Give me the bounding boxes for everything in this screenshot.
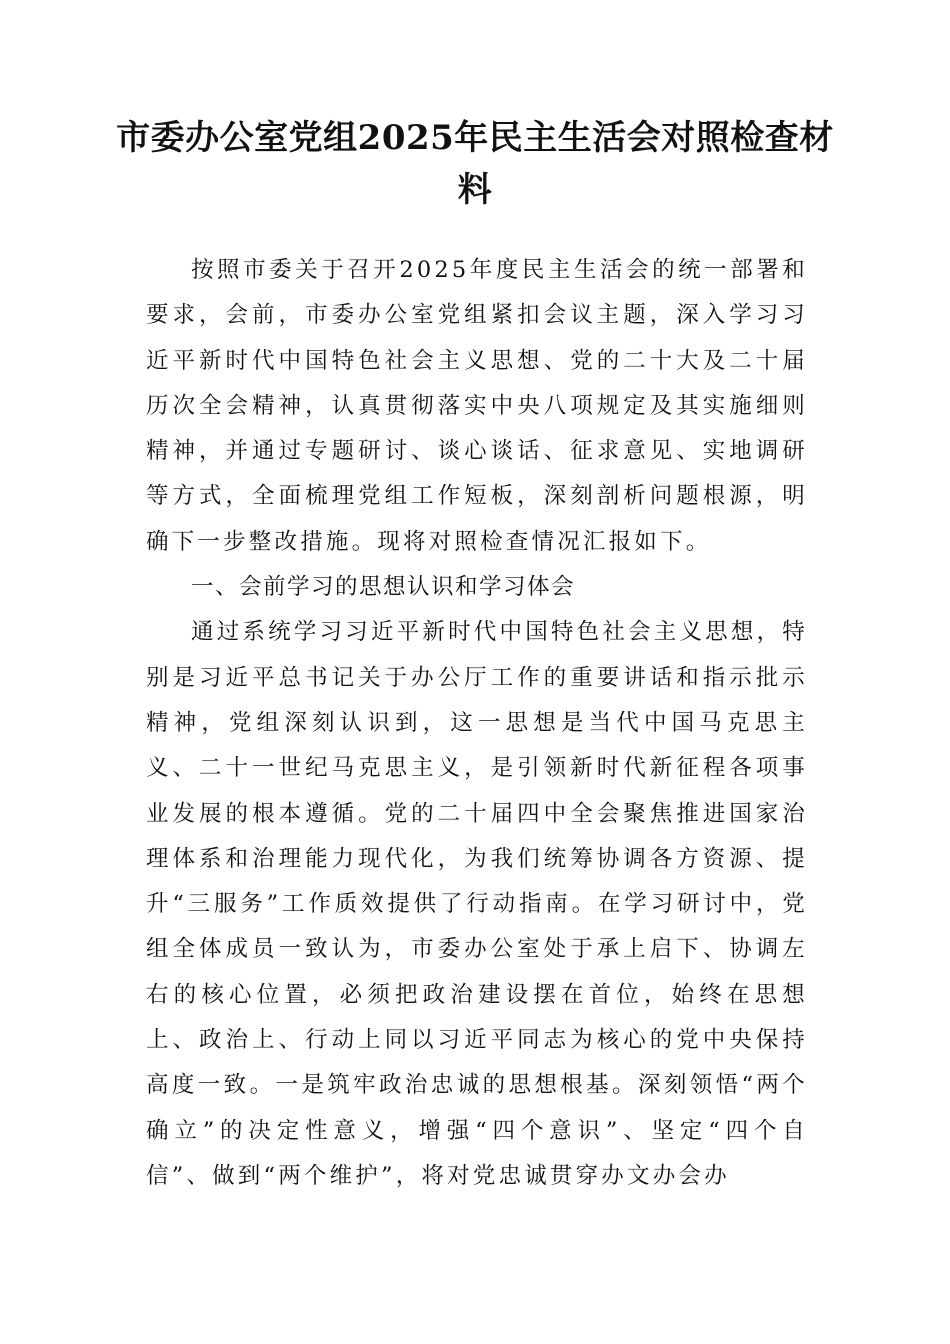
section-heading: 一、会前学习的思想认识和学习体会 [191,574,576,601]
document-title: 市委办公室党组2025年民主生活会对照检查材料 [116,118,834,210]
section-paragraph: 通过系统学习习近平新时代中国特色社会主义思想，特别是习近平总书记关于办公厅工作的重要讲话和指示批示精神，党组深刻认识到，这一思想是当代中国马克思主义、二十一世纪马克思主义，是引领新时代新征程各项事业发展的根本遵循。党的二十届四中全会聚焦推进国家治理体系和治理能力现代化，为我们统筹协调各方资源、提升“三服务”工作质效提供了行动指南。在学习研讨中，党组全体成员一致认为，市委办公室处于承上启下、协调左右的核心位置，必须把政治建设摆在首位，始终在思想上、政治上、行动上同以习近平同志为核心的党中央保持高度一致。一是筑牢政治忠诚的思想根基。深刻领悟“两个确立”的决定性意义，增强“四个意识”、坚定“四个自信”、做到“两个维护”，将对党忠诚贯穿办文办会办 [146,619,808,1189]
intro-paragraph: 按照市委关于召开2025年度民主生活会的统一部署和要求，会前，市委办公室党组紧扣会议主题，深入学习习近平新时代中国特色社会主义思想、党的二十大及二十届历次全会精神，认真贯彻落实中央八项规定及其实施细则精神，并通过专题研讨、谈心谈话、征求意见、实地调研等方式，全面梳理党组工作短板，深刻剖析问题根源，明确下一步整改措施。现将对照检查情况汇报如下。 [146,257,808,555]
document-body [146,248,808,1199]
